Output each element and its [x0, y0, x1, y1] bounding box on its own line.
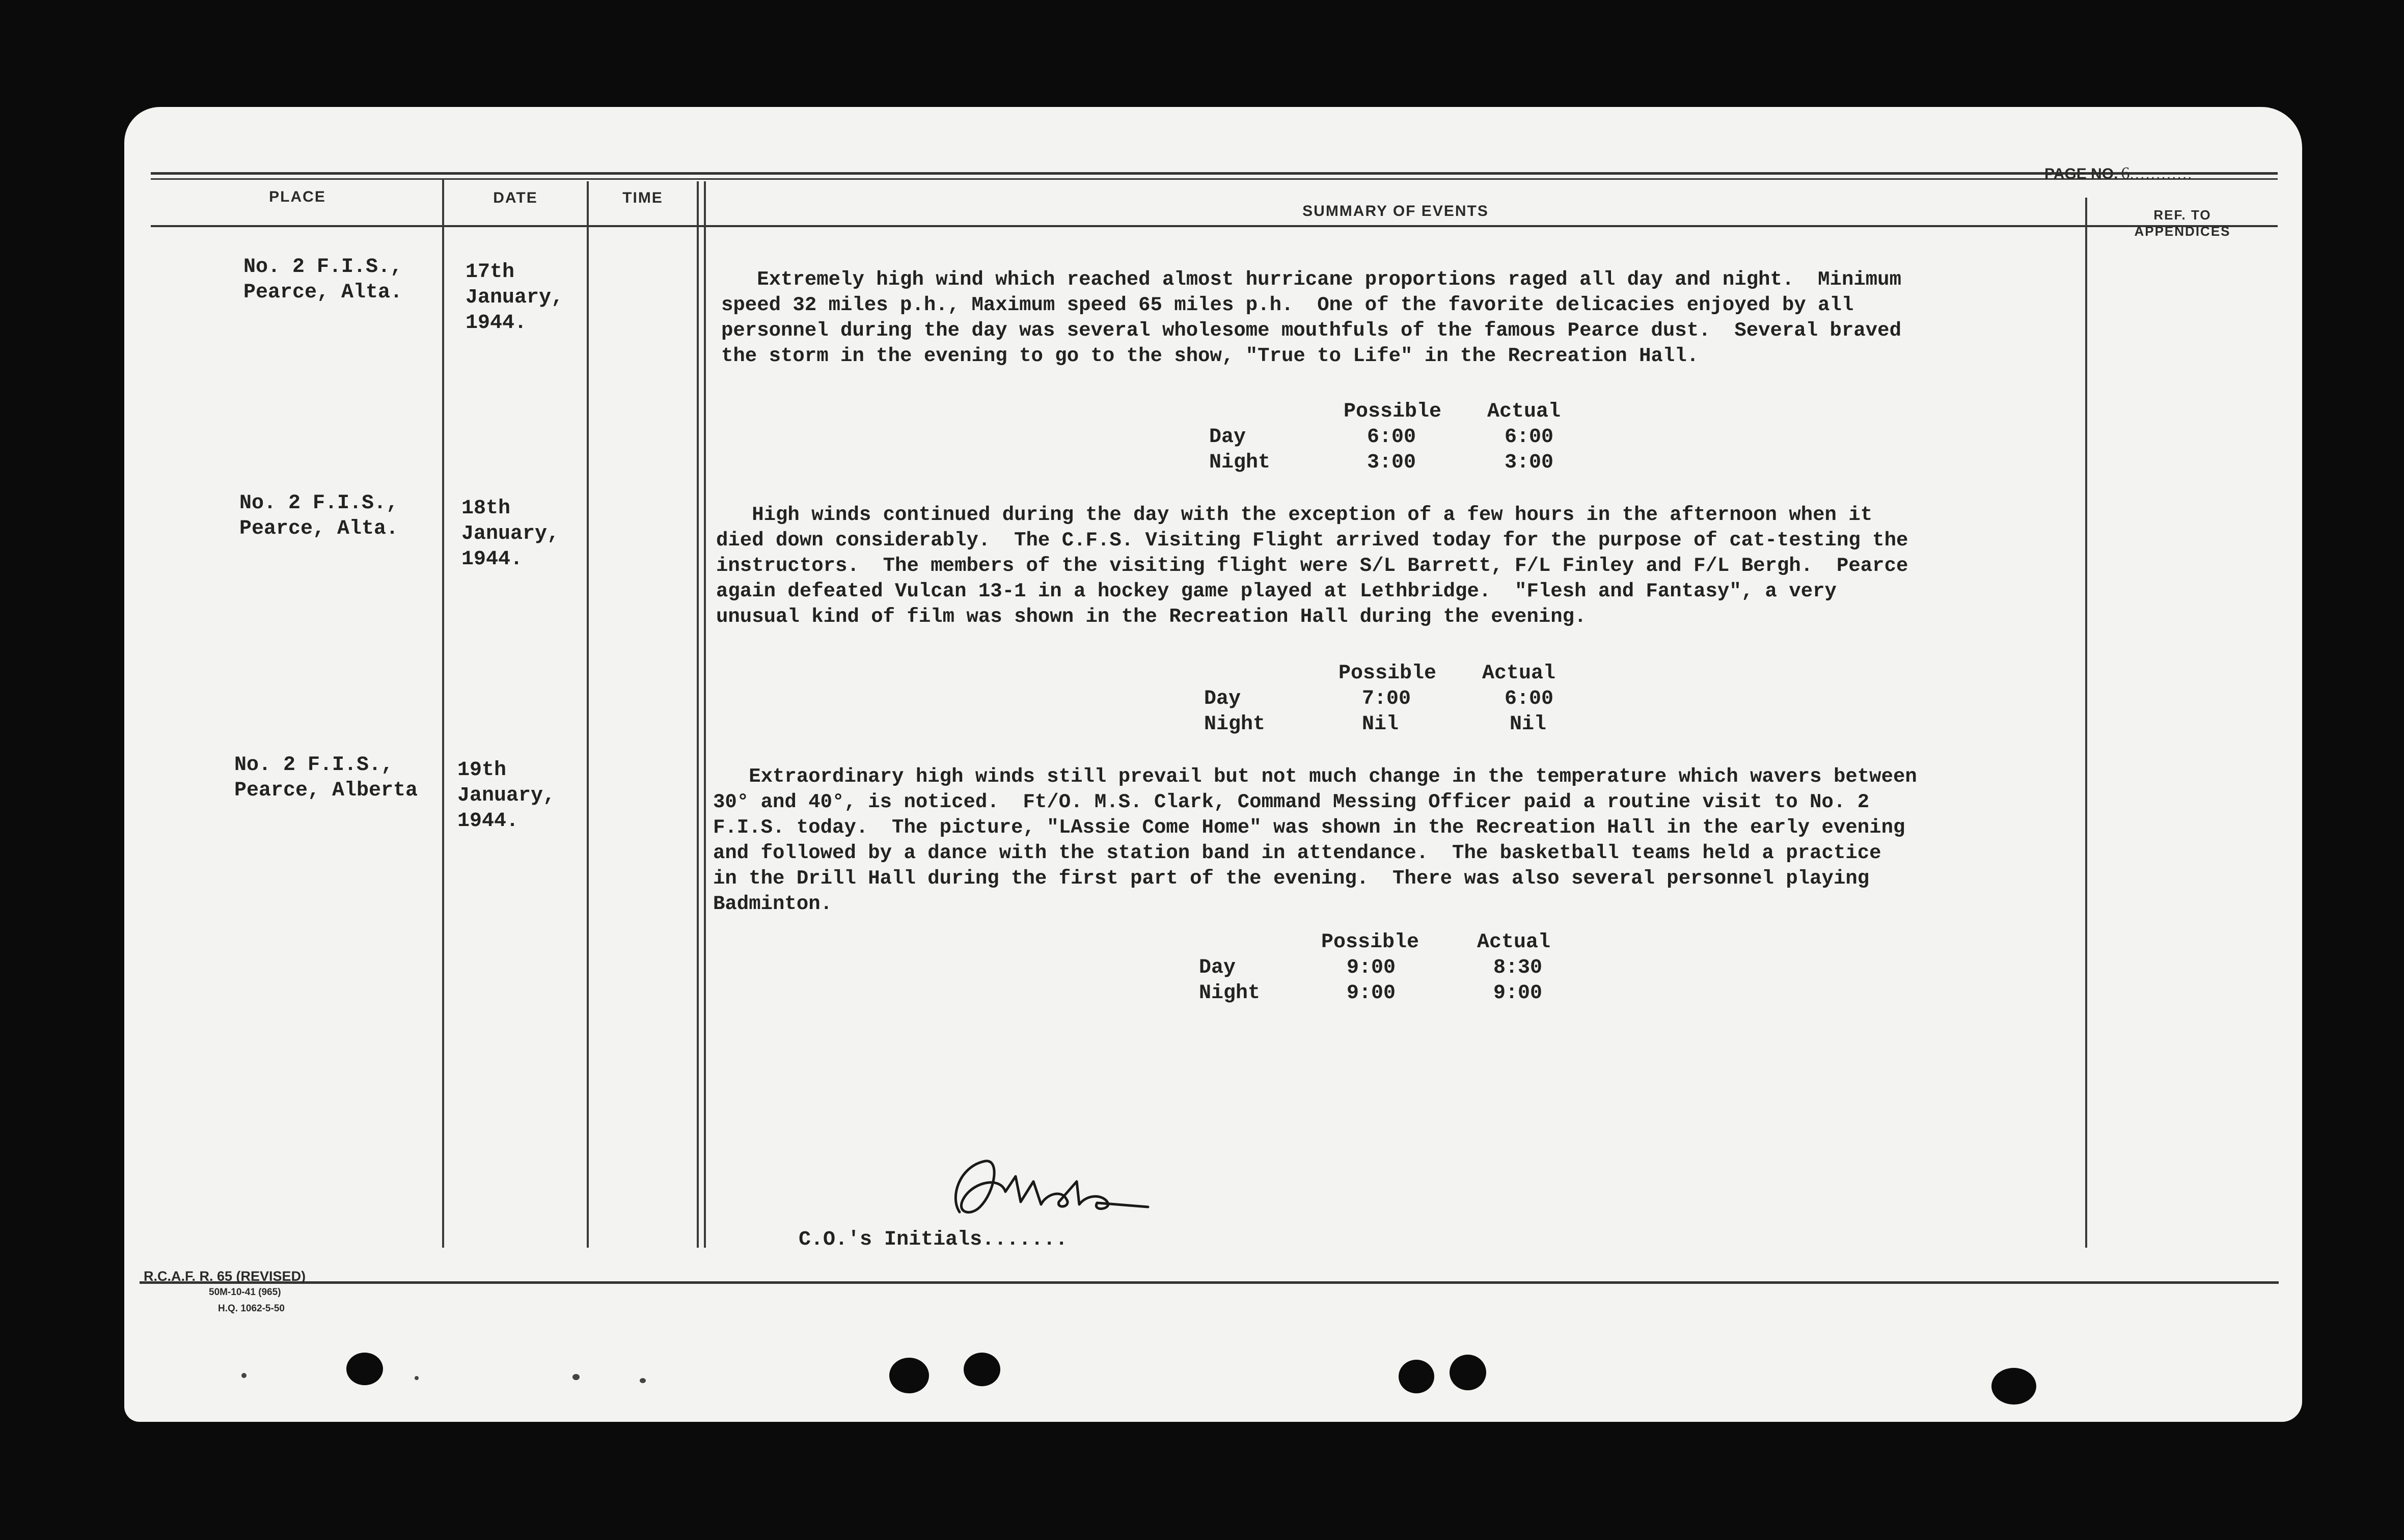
stats-day-row [1199, 955, 1566, 981]
col-sep-summary [2085, 198, 2087, 1248]
binder-hole [346, 1353, 383, 1385]
header-ref-line1: REF. TO [2153, 207, 2211, 223]
stats-header-row [1209, 399, 1566, 425]
stats-header-row [1199, 930, 1566, 955]
co-initials-dots: ....... [982, 1228, 1068, 1251]
possible-label: Possible [1321, 931, 1419, 954]
handwritten-initials [939, 1146, 1153, 1227]
col-sep-time-b [704, 181, 706, 1248]
header-ref-line2: APPENDICES [2134, 224, 2231, 239]
page-label: PAGE NO. [2044, 166, 2118, 182]
stats-night-row [1204, 712, 1561, 737]
day-actual: 6:00 [1505, 426, 1554, 449]
stats-header-row [1204, 661, 1561, 686]
header-rule [151, 225, 2278, 227]
header-summary: SUMMARY OF EVENTS [1302, 203, 1489, 219]
day-label: Day [1209, 426, 1246, 449]
col-sep-place [442, 178, 444, 1248]
bottom-rule [140, 1281, 2279, 1284]
ink-speck [415, 1376, 419, 1380]
entry-1-place: No. 2 F.I.S., Pearce, Alta. [243, 256, 403, 304]
day-label: Day [1204, 688, 1241, 710]
form-number [144, 1268, 306, 1317]
binder-hole [889, 1358, 929, 1393]
header-time: TIME [622, 189, 663, 206]
header-ref [2088, 207, 2277, 239]
top-rule [151, 172, 2278, 175]
day-possible: 6:00 [1367, 426, 1416, 449]
night-label: Night [1209, 451, 1271, 474]
actual-label: Actual [1487, 400, 1561, 423]
entry-2-summary: High winds continued during the day with the exception of a few hours in the afternoon when it died down considerably. The C.F.S. Visiting Flight arrived today for the purpose of cat-testing the instructors. The members of the visiting flight were S/L Barrett, F/L Finley and F/L Bergh. Pearce again defeated Vulcan 13-1 in a hockey game played at Lethbridge. "Flesh and Fantasy", a very unusual kind of film was shown in the Recreation Hall during the evening. [716, 504, 1908, 628]
entry-1-summary: Extremely high wind which reached almost hurricane proportions raged all day and night. Minimum speed 32 miles p.h., Maximum speed 65 miles p.h. One of the favorite delicacies enjoyed by all personnel during the day was several wholesome mouthfuls of the famous Pearce dust. Several braved the storm in the evening to go to the show, "True to Life" in the Recreation Hall. [721, 268, 1901, 367]
ink-speck [572, 1374, 580, 1380]
top-rule-thin [151, 178, 2278, 180]
night-possible: 3:00 [1367, 451, 1416, 474]
entry-1-date: 17th January, 1944. [466, 261, 564, 335]
night-label: Night [1199, 982, 1261, 1005]
entry-3-stats [1199, 930, 1566, 1006]
night-actual: 3:00 [1505, 451, 1554, 474]
actual-label: Actual [1482, 662, 1556, 685]
form-line3: H.Q. 1062-5-50 [218, 1303, 285, 1314]
day-possible: 9:00 [1347, 956, 1396, 979]
stats-day-row [1204, 686, 1561, 712]
stats-night-row [1199, 981, 1566, 1006]
binder-hole [1450, 1355, 1486, 1390]
diary-card [124, 107, 2302, 1422]
entry-2-stats [1204, 661, 1561, 737]
night-label: Night [1204, 713, 1266, 736]
form-line2: 50M-10-41 (965) [209, 1287, 281, 1298]
night-possible: 9:00 [1347, 982, 1396, 1005]
col-sep-date [587, 181, 589, 1248]
stats-day-row [1209, 425, 1566, 450]
entry-1-stats [1209, 399, 1566, 476]
binder-hole [1991, 1368, 2036, 1405]
binder-hole [964, 1353, 1000, 1386]
stats-night-row [1209, 450, 1566, 476]
header-place: PLACE [269, 188, 326, 205]
entry-2-date: 18th January, 1944. [461, 497, 560, 571]
entry-3-date: 19th January, 1944. [457, 759, 556, 833]
entry-3-summary: Extraordinary high winds still prevail but not much change in the temperature which wavers between 30° and 40°, is noticed. Ft/O. M.S. Clark, Command Messing Officer paid a routine visit to No. 2 F.I.S. today. The picture, "LAssie Come Home" was shown in the Recreation Hall in the early evening and followed by a dance with the station band in attendance. The basketball teams held a practice in the Drill Hall during the first part of the evening. There was also several personnel playing Badminton. [713, 765, 1917, 915]
header-date: DATE [493, 189, 538, 206]
page-dots: ............ [2129, 166, 2193, 182]
form-line1: R.C.A.F. R. 65 (REVISED) [144, 1269, 306, 1284]
possible-label: Possible [1344, 400, 1442, 423]
day-label: Day [1199, 956, 1236, 979]
night-actual: Nil [1510, 713, 1547, 736]
night-possible: Nil [1362, 713, 1399, 736]
actual-label: Actual [1477, 931, 1551, 954]
ink-speck [241, 1373, 247, 1378]
col-sep-time [697, 181, 699, 1248]
binder-hole [1399, 1360, 1434, 1393]
entry-2-place: No. 2 F.I.S., Pearce, Alta. [239, 492, 399, 540]
possible-label: Possible [1338, 662, 1437, 685]
day-actual: 6:00 [1505, 688, 1554, 710]
ink-speck [640, 1378, 646, 1383]
day-possible: 7:00 [1362, 688, 1411, 710]
night-actual: 9:00 [1493, 982, 1543, 1005]
day-actual: 8:30 [1493, 956, 1543, 979]
co-initials-label: C.O.'s Initials [799, 1228, 982, 1251]
entry-3-place: No. 2 F.I.S., Pearce, Alberta [234, 754, 418, 802]
page-number-value: 6 [2121, 164, 2130, 183]
page-number [2044, 164, 2193, 183]
